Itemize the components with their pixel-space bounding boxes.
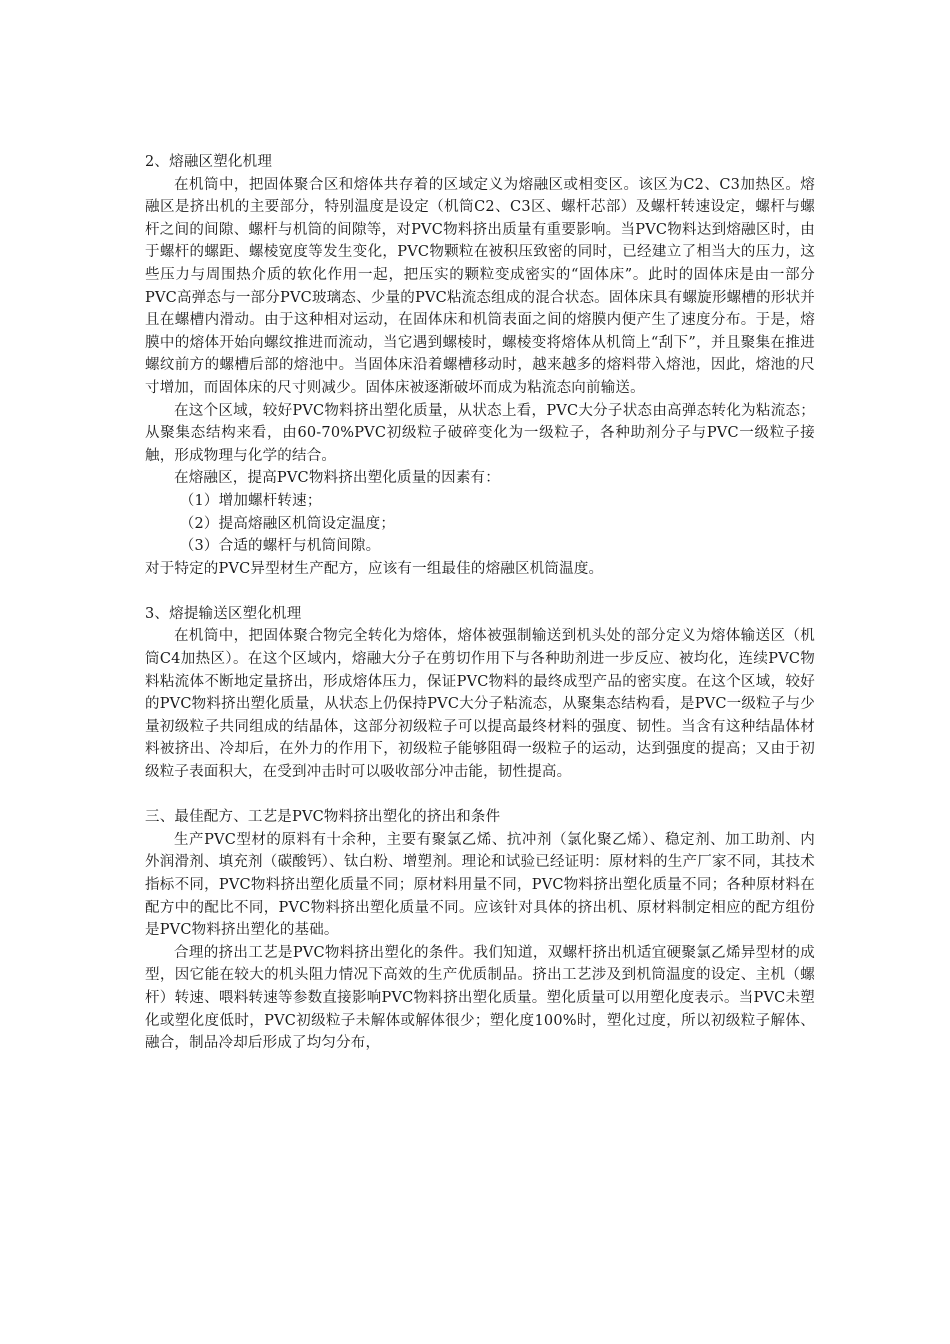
paragraph: 在这个区域，较好PVC物料挤出塑化质量，从状态上看，PVC大分子状态由高弹态转化为粘流态；从聚集态结构来看，由60-70%PVC初级粒子破碎变化为一级粒子，各种助剂分子与PVC一级粒子接触，形成物理与化学的结合。 xyxy=(145,402,815,464)
paragraph: 在熔融区，提高PVC物料挤出塑化质量的因素有： xyxy=(174,470,500,487)
spacer xyxy=(145,580,815,603)
paragraph: 在机筒中，把固体聚合物完全转化为熔体，熔体被强制输送到机头处的部分定义为熔体输送区（机筒C4加热区）。在这个区域内，熔融大分子在剪切作用下与各种助剂进一步反应、被均化，连续PVC物料粘流体不断地定量挤出，形成熔体压力，保证PVC物料的最终成型产品的密实度。在这个区域，较好的PVC物料挤出塑化质量，从状态上仍保持PVC大分子粘流态，从聚集态结构看，是PVC一级粒子与少量初级粒子共同组成的结晶体，这部分初级粒子可以提高最终材料的强度、韧性。当含有这种结晶体材料被挤出、冷却后，在外力的作用下，初级粒子能够阻碍一级粒子的运动，达到强度的提高；又由于初级粒子表面积大，在受到冲击时可以吸收部分冲击能，韧性提高。 xyxy=(145,628,815,781)
document-body xyxy=(145,151,815,1055)
section-heading-formula-process: 三、最佳配方、工艺是PVC物料挤出塑化的挤出和条件 xyxy=(145,809,501,826)
paragraph: 在机筒中，把固体聚合区和熔体共存着的区域定义为熔融区或相变区。该区为C2、C3加热区。熔融区是挤出机的主要部分，特别温度是设定（机筒C2、C3区、螺杆芯部）及螺杆转速设定，螺杆与螺杆之间的间隙、螺杆与机筒的间隙等，对PVC物料挤出质量有重要影响。当PVC物料达到熔融区时，由于螺杆的螺距、螺棱宽度等发生变化，PVC物颗粒在被积压致密的同时，已经建立了相当大的压力，这些压力与周围热介质的软化作用一起，把压实的颗粒变成密实的“固体床”。此时的固体床是由一部分PVC高弹态与一部分PVC玻璃态、少量的PVC粘流态组成的混合状态。固体床具有螺旋形螺槽的形状并且在螺槽内滑动。由于这种相对运动，在固体床和机筒表面之间的熔膜内便产生了速度分布。于是，熔膜中的熔体开始向螺纹推进而流动，当它遇到螺棱时，螺棱变将熔体从机筒上“刮下”，并且聚集在推进螺纹前方的螺槽后部的熔池中。当固体床沿着螺槽移动时，越来越多的熔料带入熔池，因此，熔池的尺寸增加，而固体床的尺寸则减少。固体床被逐渐破坏而成为粘流态向前输送。 xyxy=(145,176,815,396)
paragraph: 合理的挤出工艺是PVC物料挤出塑化的条件。我们知道，双螺杆挤出机适宜硬聚氯乙烯异型材的成型，因它能在较大的机头阻力情况下高效的生产优质制品。挤出工艺涉及到机筒温度的设定、主机（螺杆）转速、喂料转速等参数直接影响PVC物料挤出塑化质量。塑化质量可以用塑化度表示。当PVC未塑化或塑化度低时，PVC初级粒子未解体或解体很少；塑化度100%时，塑化过度，所以初级粒子解体、融合，制品冷却后形成了均匀分布， xyxy=(145,944,815,1052)
paragraph-closing: 对于特定的PVC异型材生产配方，应该有一组最佳的熔融区机筒温度。 xyxy=(145,560,604,577)
paragraph: 生产PVC型材的原料有十余种，主要有聚氯乙烯、抗冲剂（氯化聚乙烯）、稳定剂、加工助剂、内外润滑剂、填充剂（碳酸钙）、钛白粉、增塑剂。理论和试验已经证明：原材料的生产厂家不同，其技术指标不同，PVC物料挤出塑化质量不同；原材料用量不同，PVC物料挤出塑化质量不同；各种原材料在配方中的配比不同，PVC物料挤出塑化质量不同。应该针对具体的挤出机、原材料制定相应的配方组份是PVC物料挤出塑化的基础。 xyxy=(145,831,815,939)
section-heading-melting-zone: 2、熔融区塑化机理 xyxy=(145,154,273,170)
spacer xyxy=(145,784,815,807)
list-item: （3）合适的螺杆与机筒间隙。 xyxy=(179,538,381,555)
section-heading-melt-conveying-zone: 3、熔提输送区塑化机理 xyxy=(145,605,302,622)
list-item: （2）提高熔融区机筒设定温度； xyxy=(179,515,396,532)
list-item: （1）增加螺杆转速； xyxy=(179,492,322,509)
